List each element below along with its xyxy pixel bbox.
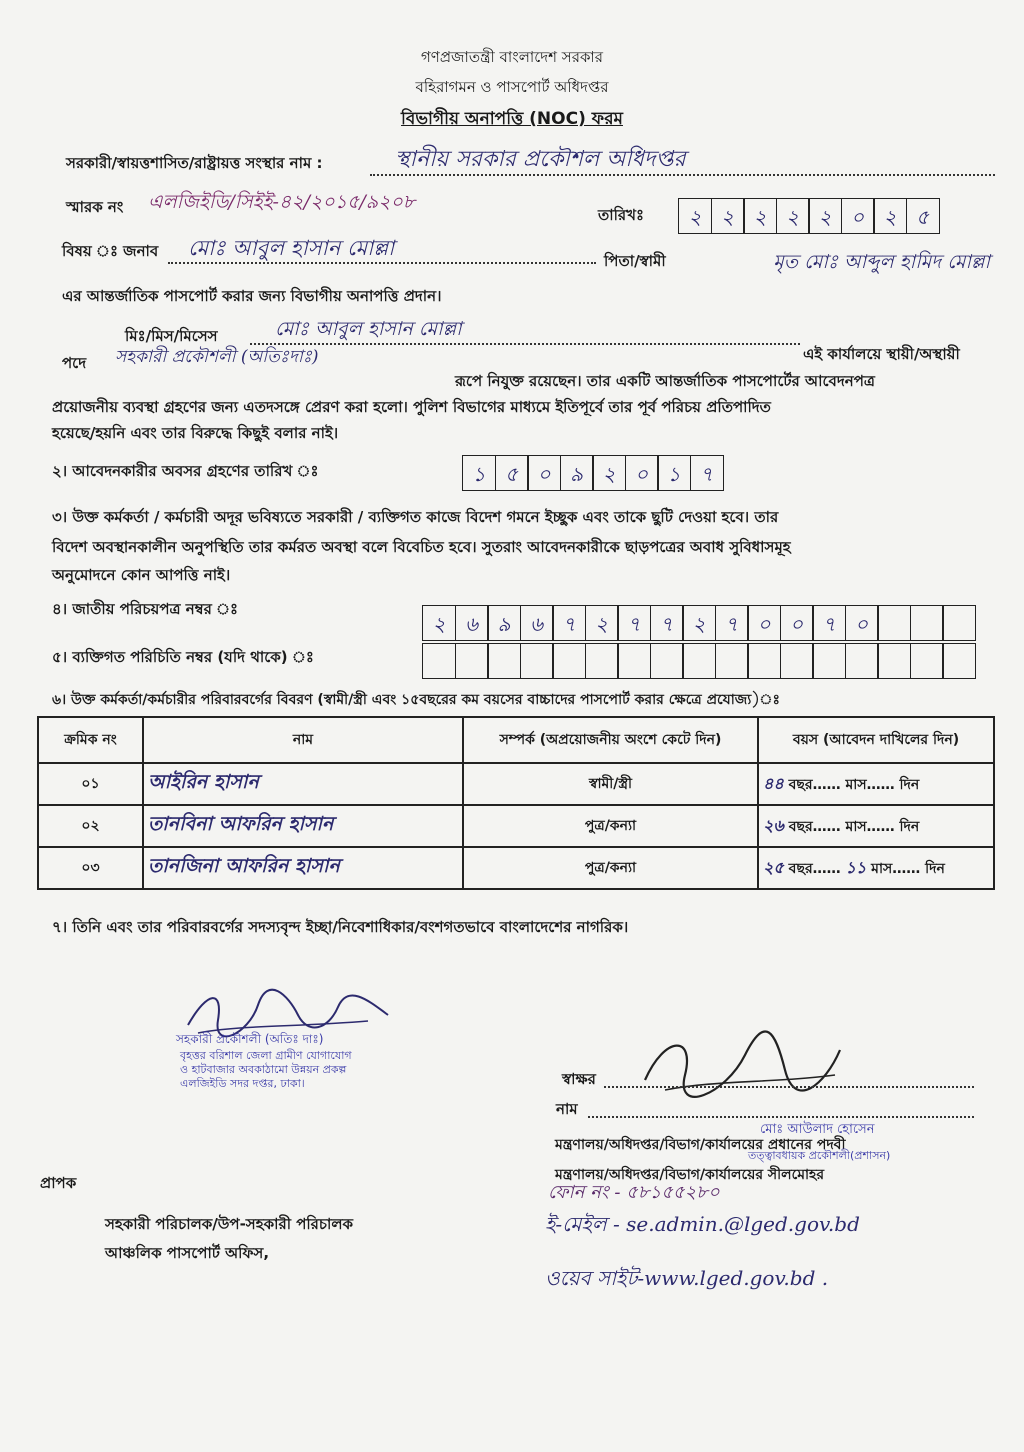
digit-box — [682, 643, 716, 679]
table-header-row — [38, 717, 994, 763]
nid-boxes — [422, 605, 975, 641]
cell-relation: পুত্র/কন্যা — [463, 847, 758, 889]
table-row — [38, 805, 994, 847]
digit-box: ৯ — [487, 605, 521, 641]
name-text: তানবিনা আফরিন হাসান — [148, 813, 334, 835]
digit-box — [552, 643, 586, 679]
digit-box: ১ — [657, 455, 691, 491]
item2-label: ২। আবেদনকারীর অবসর গ্রহণের তারিখ ঃ — [52, 462, 319, 480]
digit-box — [487, 643, 521, 679]
phone-text: ফোন নং - ৫৮১৫৫২৮০ — [548, 1182, 720, 1203]
digit-box — [585, 643, 619, 679]
mr-value: মোঃ আবুল হাসান মোল্লা — [275, 318, 462, 340]
father-value: মৃত মোঃ আব্দুল হামিদ মোল্লা — [773, 251, 990, 273]
digit-box: ৬ — [520, 605, 554, 641]
left-stamp-line4: এলজিইডি সদর দপ্তর, ঢাকা। — [180, 1077, 305, 1090]
month-word: মাস — [845, 818, 867, 835]
digit-box — [650, 643, 684, 679]
stamp-title: তত্ত্বাবধায়ক প্রকৌশলী(প্রশাসন) — [748, 1149, 891, 1162]
cell-age: ২৬ বছর…… মাস…… দিন — [758, 805, 994, 847]
left-stamp-line2: বৃহত্তর বরিশাল জেলা গ্রামীণ যোগাযোগ — [180, 1049, 352, 1062]
item7-text: ৭। তিনি এবং তার পরিবারবর্গের সদস্যবৃন্দ ইচ্ছা/নিবেশাধিকার/বংশগতভাবে বাংলাদেশের নাগরিক। — [52, 918, 629, 936]
digit-box — [715, 643, 749, 679]
digit-box — [520, 643, 554, 679]
digit-box — [877, 643, 911, 679]
left-stamp-line3: ও হাটবাজার অবকাঠামো উন্নয়ন প্রকল্প — [180, 1063, 347, 1076]
post-label: পদে — [62, 354, 87, 372]
digit-box: ০ — [845, 605, 879, 641]
digit-box: ৭ — [552, 605, 586, 641]
digit-box — [877, 605, 911, 641]
subject-value: মোঃ আবুল হাসান মোল্লা — [188, 236, 395, 260]
header-line2: বহিরাগমন ও পাসপোর্ট অধিদপ্তর — [415, 78, 609, 96]
age-years: ৪৪ — [763, 773, 784, 793]
digit-box — [422, 643, 456, 679]
table-row — [38, 763, 994, 805]
right-signature — [625, 1025, 855, 1105]
digit-box: ০ — [527, 455, 561, 491]
recipient-line2: আঞ্চলিক পাসপোর্ট অফিস, — [105, 1244, 270, 1262]
sign-label: স্বাক্ষর — [562, 1070, 596, 1088]
digit-box — [910, 643, 944, 679]
memo-label: স্মারক নং — [66, 198, 124, 216]
retirement-date-boxes — [462, 455, 722, 491]
th-name: নাম — [143, 717, 463, 763]
year-word: বছর — [788, 860, 813, 877]
th-age: বয়স (আবেদন দাখিলের দিন) — [758, 717, 994, 763]
org-label: সরকারী/স্বায়ত্তশাসিত/রাষ্ট্রায়ত্ত সংস্থার নাম : — [66, 154, 323, 172]
cell-relation: স্বামী/স্ত্রী — [463, 763, 758, 805]
item6-label: ৬। উক্ত কর্মকর্তা/কর্মচারীর পরিবারবর্গের বিবরণ (স্বামী/স্ত্রী এবং ১৫বছরের কম বয়সের বাচ্চাদের পাসপোর্ট করার ক্ষেত্রে প্রযোজ্য)ঃ — [52, 692, 780, 708]
cell-relation: পুত্র/কন্যা — [463, 805, 758, 847]
personal-id-boxes — [422, 643, 975, 679]
name-text: আইরিন হাসান — [148, 771, 259, 793]
family-table — [37, 716, 995, 890]
digit-box — [617, 643, 651, 679]
purpose-text: এর আন্তর্জাতিক পাসপোর্ট করার জন্য বিভাগীয় অনাপত্তি প্রদান। — [62, 287, 442, 305]
para1-line2: প্রয়োজনীয় ব্যবস্থা গ্রহণের জন্য এতদসঙ্গে প্রেরণ করা হলো। পুলিশ বিভাগের মাধ্যমে ইতিপূর্বে তার পূর্ব পরিচয় প্রতিপাদিত — [52, 398, 771, 416]
para1-line3: হয়েছে/হয়নি এবং তার বিরুদ্ধে কিছুই বলার নাই। — [52, 424, 339, 442]
digit-box — [747, 643, 781, 679]
digit-box: ০ — [625, 455, 659, 491]
subject-label: বিষয় ঃ জনাব — [62, 242, 159, 260]
item3-line2: বিদেশ অবস্থানকালীন অনুপস্থিতি তার কর্মরত অবস্থা বলে বিবেচিত হবে। সুতরাং আবেদনকারীকে ছাড়পত্রের অবাধ সুবিধাসমূহ — [52, 538, 791, 556]
recipient-line1: সহকারী পরিচালক/উপ-সহকারী পরিচালক — [105, 1215, 354, 1233]
name-text: তানজিনা আফরিন হাসান — [148, 855, 340, 877]
digit-box: ২ — [422, 605, 456, 641]
day-word: দিন — [899, 776, 920, 793]
age-years: ২৫ — [763, 857, 784, 877]
digit-box: ৭ — [812, 605, 846, 641]
header-line1: গণপ্রজাতন্ত্রী বাংলাদেশ সরকার — [420, 48, 604, 66]
item4-label: ৪। জাতীয় পরিচয়পত্র নম্বর ঃ — [52, 600, 239, 618]
item5-label: ৫। ব্যক্তিগত পরিচিতি নম্বর (যদি থাকে) ঃ — [52, 648, 314, 666]
org-value: স্থানীয় সরকার প্রকৌশল অধিদপ্তর — [395, 147, 686, 172]
cell-serial: ০২ — [38, 805, 143, 847]
year-word: বছর — [788, 776, 813, 793]
digit-box — [942, 643, 976, 679]
org-dots — [370, 174, 995, 176]
digit-box — [780, 643, 814, 679]
digit-box: ২ — [808, 198, 842, 234]
digit-box: ২ — [678, 198, 712, 234]
digit-box: ২ — [585, 605, 619, 641]
digit-box — [845, 643, 879, 679]
table-row — [38, 847, 994, 889]
memo-value: এলজিইডি/সিইই-৪২/২০১৫/৯২০৮ — [148, 191, 416, 213]
day-word: দিন — [899, 818, 920, 835]
cell-age: ২৫ বছর…… ১১ মাস…… দিন — [758, 847, 994, 889]
cell-serial: ০১ — [38, 763, 143, 805]
digit-box: ৭ — [617, 605, 651, 641]
digit-box: ১ — [462, 455, 496, 491]
digit-box — [455, 643, 489, 679]
date-label: তারিখঃ — [598, 206, 644, 224]
form-title: বিভাগীয় অনাপত্তি (NOC) ফরম — [401, 109, 623, 129]
digit-box: ২ — [743, 198, 777, 234]
digit-box: ২ — [592, 455, 626, 491]
cell-age: ৪৪ বছর…… মাস…… দিন — [758, 763, 994, 805]
cell-serial: ০৩ — [38, 847, 143, 889]
mr-dots — [250, 343, 800, 345]
digit-box: ৫ — [906, 198, 940, 234]
digit-box — [910, 605, 944, 641]
cell-name — [143, 763, 463, 805]
designation-label: মন্ত্রণালয়/অধিদপ্তর/বিভাগ/কার্যালয়ের প্রধানের পদবী — [555, 1137, 846, 1153]
digit-box — [942, 605, 976, 641]
cell-name — [143, 805, 463, 847]
digit-box: ২ — [682, 605, 716, 641]
th-serial: ক্রমিক নং — [38, 717, 143, 763]
digit-box: ২ — [873, 198, 907, 234]
digit-box: ০ — [747, 605, 781, 641]
para1-line1: রূপে নিযুক্ত রয়েছেন। তার একটি আন্তর্জাতিক পাসপোর্টের আবেদনপত্র — [455, 372, 875, 390]
sign-dots — [604, 1086, 974, 1088]
name-label: নাম — [556, 1100, 578, 1118]
date-boxes — [678, 198, 938, 234]
digit-box: ৭ — [690, 455, 724, 491]
month-word: মাস — [845, 776, 867, 793]
stamp-name: মোঃ আউলাদ হোসেন — [760, 1122, 875, 1137]
digit-box: ০ — [841, 198, 875, 234]
age-years: ২৬ — [763, 815, 784, 835]
digit-box: ৯ — [560, 455, 594, 491]
year-word: বছর — [788, 818, 813, 835]
th-relation: সম্পর্ক (অপ্রয়োজনীয় অংশে কেটে দিন) — [463, 717, 758, 763]
website-text: ওয়েব সাইট-www.lged.gov.bd . — [545, 1266, 829, 1290]
digit-box: ৬ — [455, 605, 489, 641]
left-stamp-line1: সহকারী প্রকৌশলী (অতিঃ দাঃ) — [176, 1032, 324, 1046]
digit-box: ৫ — [495, 455, 529, 491]
day-word: দিন — [925, 860, 945, 877]
subject-dots — [168, 262, 596, 264]
name-dots — [588, 1116, 974, 1118]
digit-box — [812, 643, 846, 679]
seal-label: মন্ত্রণালয়/অধিদপ্তর/বিভাগ/কার্যালয়ের সীলমোহর — [555, 1167, 825, 1183]
item3-line1: ৩। উক্ত কর্মকর্তা / কর্মচারী অদূর ভবিষ্যতে সরকারী / ব্যক্তিগত কাজে বিদেশ গমনে ইচ্ছুক এবং তাকে ছুটি দেওয়া হবে। তার — [52, 508, 779, 526]
recipient-label: প্রাপক — [40, 1174, 77, 1192]
digit-box: ২ — [711, 198, 745, 234]
age-months: ১১ — [845, 857, 867, 877]
father-label: পিতা/স্বামী — [604, 252, 666, 270]
post-value: সহকারী প্রকৌশলী (অতিঃদাঃ) — [115, 347, 319, 367]
cell-name — [143, 847, 463, 889]
digit-box: ২ — [776, 198, 810, 234]
item3-line3: অনুমোদনে কোন আপত্তি নাই। — [52, 566, 231, 584]
month-word: মাস — [871, 860, 893, 877]
digit-box: ০ — [780, 605, 814, 641]
mr-label: মিঃ/মিস/মিসেস — [125, 327, 218, 345]
digit-box: ৭ — [650, 605, 684, 641]
office-text: এই কার্যালয়ে স্থায়ী/অস্থায়ী — [803, 345, 960, 363]
email-text: ই-মেইল - se.admin.@lged.gov.bd — [545, 1212, 860, 1236]
digit-box: ৭ — [715, 605, 749, 641]
